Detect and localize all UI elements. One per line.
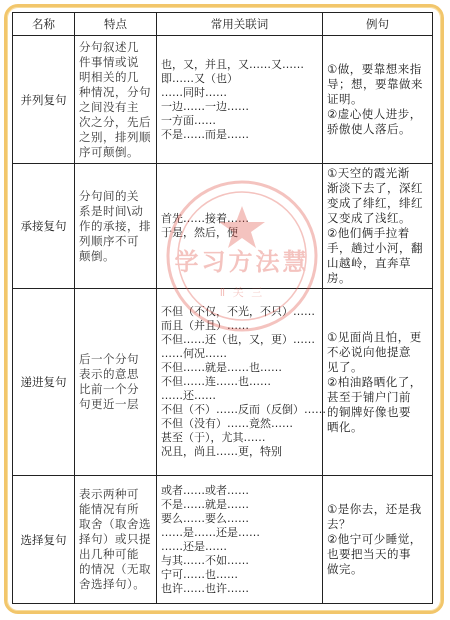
examples-cell-line: ②虚心使人进步， — [327, 107, 422, 121]
features-cell-line: 择句）或只提 — [79, 532, 151, 546]
features-cell-line: 能情况有所 — [79, 502, 139, 516]
header-conjunctions: 常用关联词 — [157, 13, 323, 36]
features-cell-line: 之别，排列顺 — [79, 129, 151, 144]
clause-type-name: 递进复句 — [13, 289, 75, 476]
features-cell-line: 表示两种可 — [79, 487, 139, 501]
features-cell — [75, 476, 157, 604]
conjunctions-cell-line: 一边……一边…… — [161, 99, 249, 113]
examples-cell-line: 见了。 — [327, 359, 363, 374]
conjunctions-cell-line: ……同时…… — [161, 85, 227, 99]
examples-cell-line: 去？ — [327, 517, 351, 531]
table-row — [13, 476, 433, 604]
conjunctions-cell-line: 也，又，并且，又……又…… — [161, 57, 304, 71]
table-header-row — [13, 13, 433, 36]
conjunctions-cell-line: 也许……也许…… — [161, 581, 249, 595]
conjunctions-cell-line: ……还…… — [161, 389, 216, 402]
conjunctions-cell-line: 不但（没有）……竟然…… — [161, 417, 293, 430]
table-row — [13, 36, 433, 164]
examples-cell-line: 证明。 — [327, 92, 363, 106]
conjunctions-cell-line: 甚至（于），尤其…… — [161, 431, 266, 444]
conjunctions-cell-line: ……是……还是…… — [161, 525, 260, 539]
features-cell-line: 取舍（取舍选 — [79, 517, 151, 531]
examples-cell-line: ②他们俩手拉着 — [327, 226, 410, 240]
watermark-text: 学习方法慧 — [174, 248, 310, 276]
conjunctions-cell-line: 要么……要么…… — [161, 511, 249, 525]
examples-cell-line: 不必说向他提意 — [327, 344, 411, 359]
table-container — [12, 12, 432, 604]
examples-cell-line: 山越岭，直奔草 — [327, 256, 411, 270]
examples-cell-line: 渐淡下去了，深红 — [327, 181, 423, 195]
features-cell-line: 明相关的几 — [79, 69, 139, 84]
conjunctions-cell-line: 即……又（也） — [161, 71, 238, 85]
conjunctions-cell-line: 不但（不）……反而（反倒）…… — [161, 403, 326, 416]
examples-cell-line: 做完。 — [327, 562, 363, 576]
examples-cell-line: 甚至于铺户门前 — [327, 389, 411, 404]
examples-cell-line: 也要把当天的事 — [327, 547, 411, 561]
header-examples: 例句 — [323, 13, 433, 36]
conjunctions-cell — [157, 289, 326, 476]
features-cell-line: 列顺序不可 — [79, 233, 139, 248]
clause-type-name: 承接复句 — [13, 164, 75, 289]
features-cell-line: 舍选择句）。 — [79, 577, 146, 591]
table-row — [13, 164, 433, 289]
conjunctions-cell — [157, 164, 323, 289]
conjunctions-cell-line: ……还是…… — [161, 539, 227, 553]
examples-cell — [323, 36, 433, 164]
examples-cell-line: ①天空的霞光渐 — [327, 166, 410, 180]
features-cell — [75, 289, 157, 476]
features-cell-line: 序可颠倒。 — [79, 144, 139, 159]
features-cell-line: 后一个分句 — [79, 352, 139, 366]
examples-cell — [323, 289, 433, 476]
examples-cell — [323, 476, 433, 604]
conjunctions-cell-line: 宁可……也…… — [161, 567, 238, 581]
features-cell-line: 种情况，分句 — [79, 84, 151, 99]
conjunctions-cell-line: 不但……还（也，又，更）…… — [161, 333, 315, 346]
examples-cell-line: 手，趟过小河，翻 — [327, 241, 423, 255]
conjunctions-cell-line: 一方面…… — [161, 113, 216, 127]
conjunctions-cell-line: 而且（并且）…… — [161, 319, 249, 332]
conjunctions-cell-line: 不但……连……也…… — [161, 375, 271, 388]
examples-cell-line: ②柏油路晒化了， — [327, 374, 422, 389]
table-row — [13, 289, 433, 476]
conjunctions-cell-line: 首先……接着…… — [161, 212, 249, 225]
features-cell-line: 表示的意思 — [79, 367, 139, 381]
conjunctions-cell-line: 或者……或者…… — [161, 483, 249, 497]
conjunctions-cell-line: 与其……不如…… — [161, 553, 249, 567]
features-cell-line: 之间没有主 — [79, 99, 139, 114]
table-body — [13, 36, 433, 604]
examples-cell — [323, 164, 433, 289]
watermark-subtext: Ⅱ 关 三 — [219, 286, 265, 299]
conjunctions-cell-line: 不但（不仅，不光，不只）…… — [161, 305, 315, 318]
header-features: 特点 — [75, 13, 157, 36]
examples-cell-line: 导；想，要靠做来 — [327, 77, 423, 91]
features-cell — [75, 36, 157, 164]
features-cell-line: 的情况（无取 — [79, 562, 151, 576]
examples-cell-line: ①做，要靠想来指 — [327, 62, 422, 76]
conjunctions-cell-line: 况且，尚且……更，特别 — [161, 445, 282, 458]
conjunctions-cell-line: ……何况…… — [161, 347, 227, 360]
header-name: 名称 — [13, 13, 75, 36]
examples-cell-line: ①是你去，还是我 — [327, 502, 422, 516]
features-cell-line: 作的承接，排 — [79, 218, 151, 233]
conjunctions-cell-line: 于是，然后，便 — [161, 226, 238, 239]
features-cell-line: 分句叙述几 — [79, 39, 139, 54]
examples-cell-line: 骄傲使人落后。 — [327, 122, 411, 136]
clause-type-name: 选择复句 — [13, 476, 75, 604]
examples-cell-line: 变成了绯红，绯红 — [327, 196, 423, 210]
features-cell-line: 件事情或说 — [79, 54, 139, 69]
features-cell-line: 次之分，先后 — [79, 114, 151, 129]
examples-cell-line: ②他宁可少睡觉， — [327, 532, 422, 546]
features-cell-line: 比前一个分 — [79, 382, 139, 396]
examples-cell-line: 房。 — [327, 271, 351, 285]
examples-cell-line: ①见面尚且怕，更 — [327, 329, 422, 344]
clause-type-name: 并列复句 — [13, 36, 75, 164]
features-cell-line: 系是时间\动 — [79, 203, 144, 218]
conjunctions-cell-line: 不是……而是…… — [161, 127, 249, 141]
features-cell-line: 出几种可能 — [79, 547, 139, 561]
conjunctions-cell-line: 不但……就是……也…… — [161, 361, 282, 374]
examples-cell-line: 的铜牌好像也要 — [327, 404, 411, 419]
conjunction-table — [12, 12, 433, 604]
examples-cell-line: 又变成了浅红。 — [327, 211, 411, 225]
conjunctions-cell — [157, 476, 323, 604]
features-cell-line: 句更近一层 — [79, 397, 139, 411]
features-cell — [75, 164, 157, 289]
conjunctions-cell-line: 不是……就是…… — [161, 497, 249, 511]
examples-cell-line: 晒化。 — [327, 419, 363, 434]
features-cell-line: 分句间的关 — [79, 188, 139, 203]
conjunctions-cell — [157, 36, 323, 164]
features-cell-line: 颠倒。 — [79, 248, 115, 263]
